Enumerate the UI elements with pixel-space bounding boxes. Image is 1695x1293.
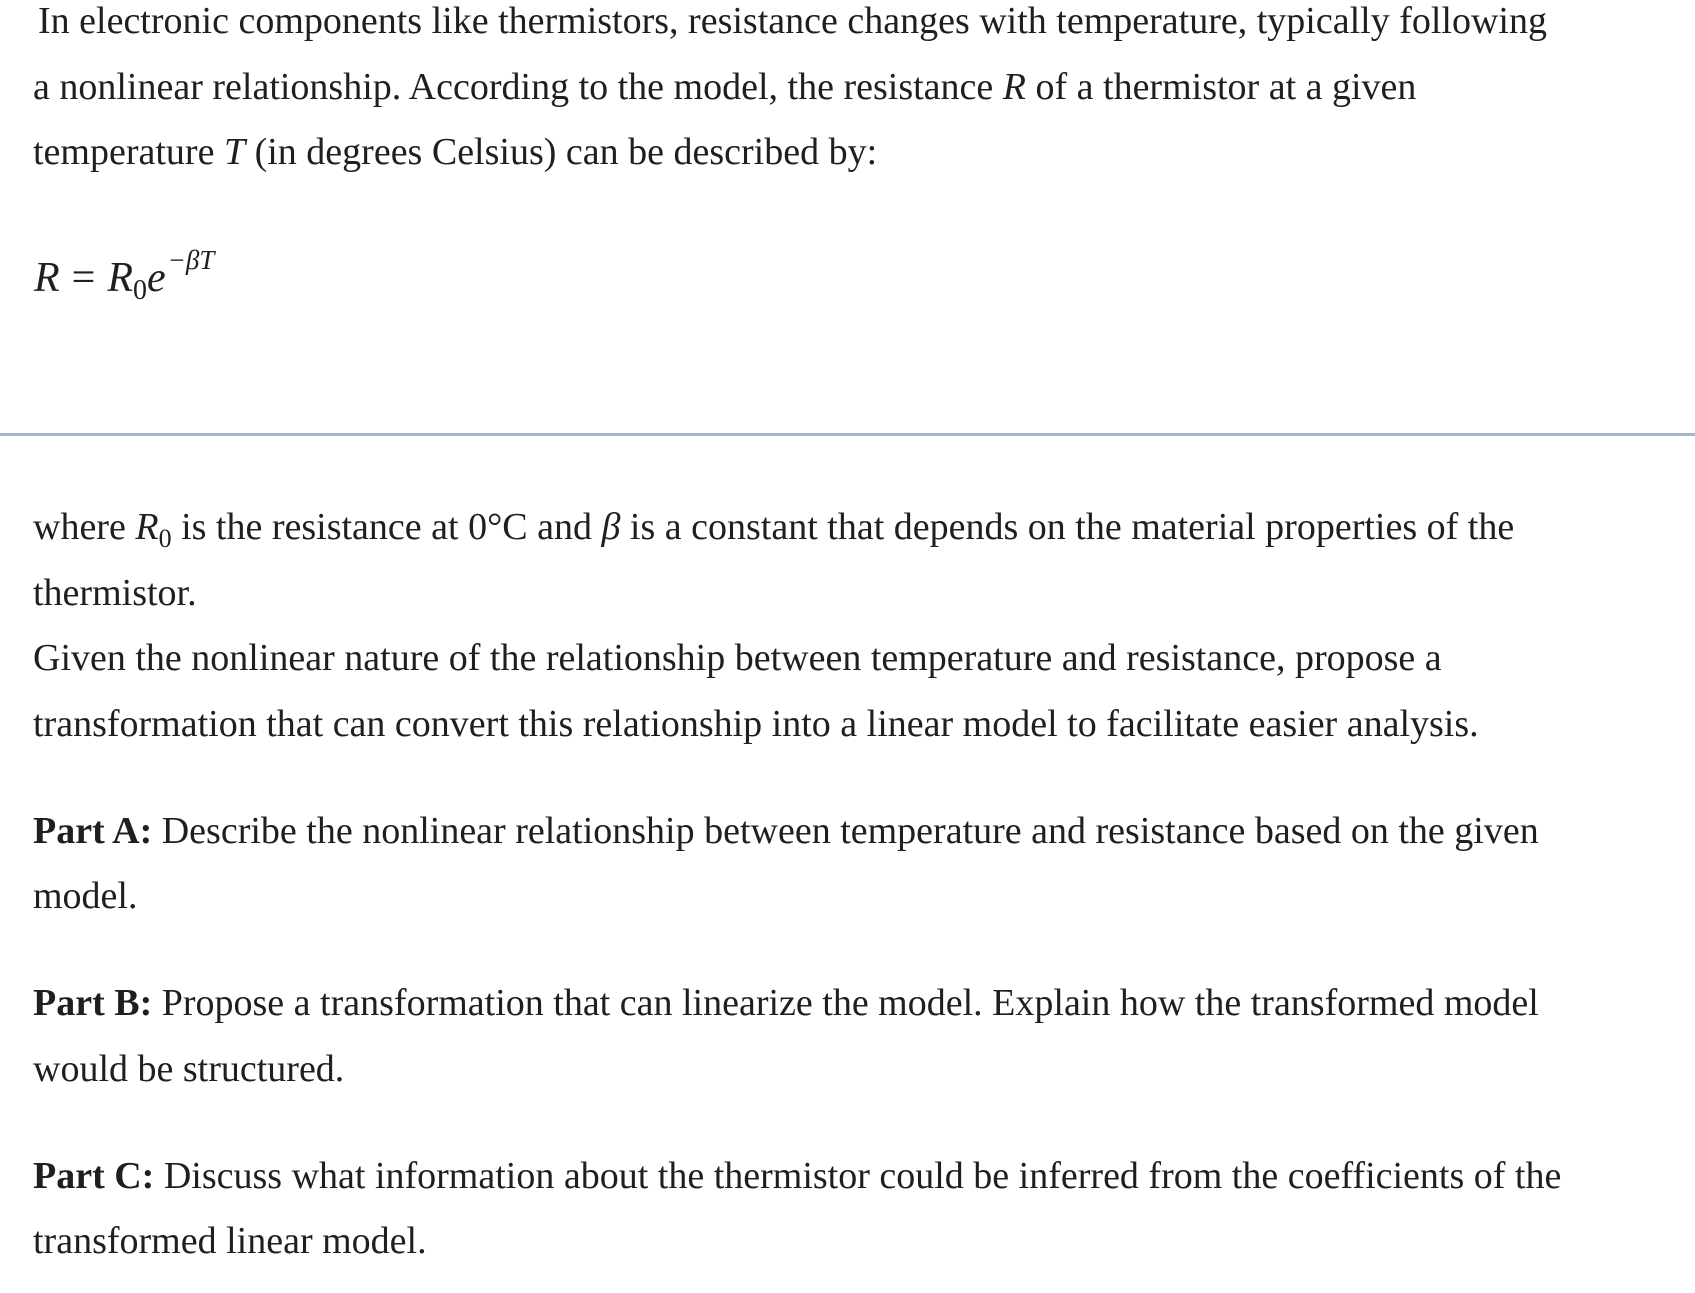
part-a-text-2: model. [33,875,138,917]
intro-line-1 [38,0,1547,54]
where-text-a: where [33,506,136,548]
formula-lhs: R [34,255,60,301]
given-text-1: Given the nonlinear nature of the relationship between temperature and resistance, propose a [33,637,1442,679]
part-a-line-1 [33,798,1539,864]
intro-text-3a: temperature [33,131,224,173]
intro-line-3 [33,119,877,185]
part-a-line-2 [33,863,137,929]
part-b-line-1 [33,970,1539,1036]
where-text-2: thermistor. [33,572,197,614]
variable-r0: R [135,506,159,548]
variable-t: T [223,131,246,173]
part-c-label: Part C: [33,1155,155,1197]
where-text-c: is a constant that depends on the material properties of the [620,506,1515,548]
variable-r0-subscript: 0 [158,524,172,553]
formula-r: R [107,255,133,301]
given-text-2: transformation that can convert this relationship into a linear model to facilitate easier analysis. [33,703,1479,745]
given-line-1 [33,625,1442,691]
formula-exponent: −βT [167,245,215,275]
part-c-text-1: Discuss what information about the thermistor could be inferred from the coefficients of the [154,1155,1562,1197]
part-b-label: Part B: [33,982,153,1024]
intro-text-3b: (in degrees Celsius) can be described by: [245,131,878,173]
formula-subscript: 0 [133,275,147,306]
where-line-2 [33,560,197,626]
part-c-line-1 [33,1143,1561,1209]
intro-text-2b: of a thermistor at a given [1025,66,1417,108]
variable-r: R [1002,66,1026,108]
variable-beta: β [601,506,621,548]
formula-e: e [147,255,166,301]
intro-text-2a: a nonlinear relationship. According to the model, the resistance [33,66,1003,108]
formula-equals: = [71,255,96,301]
resistance-formula [34,232,214,319]
section-divider [0,433,1695,436]
part-a-label: Part A: [33,810,153,852]
given-line-2 [33,691,1479,757]
part-b-text-1: Propose a transformation that can linearize the model. Explain how the transformed model [152,982,1539,1024]
part-c-line-2 [33,1208,427,1274]
part-b-text-2: would be structured. [33,1048,345,1090]
where-text-b: is the resistance at 0°C and [171,506,602,548]
intro-text-1: In electronic components like thermistors, resistance changes with temperature, typically following [38,0,1547,42]
part-a-text-1: Describe the nonlinear relationship between temperature and resistance based on the given [152,810,1539,852]
part-c-text-2: transformed linear model. [33,1220,427,1262]
intro-line-2 [33,54,1416,120]
where-line-1 [33,494,1514,572]
part-b-line-2 [33,1036,344,1102]
